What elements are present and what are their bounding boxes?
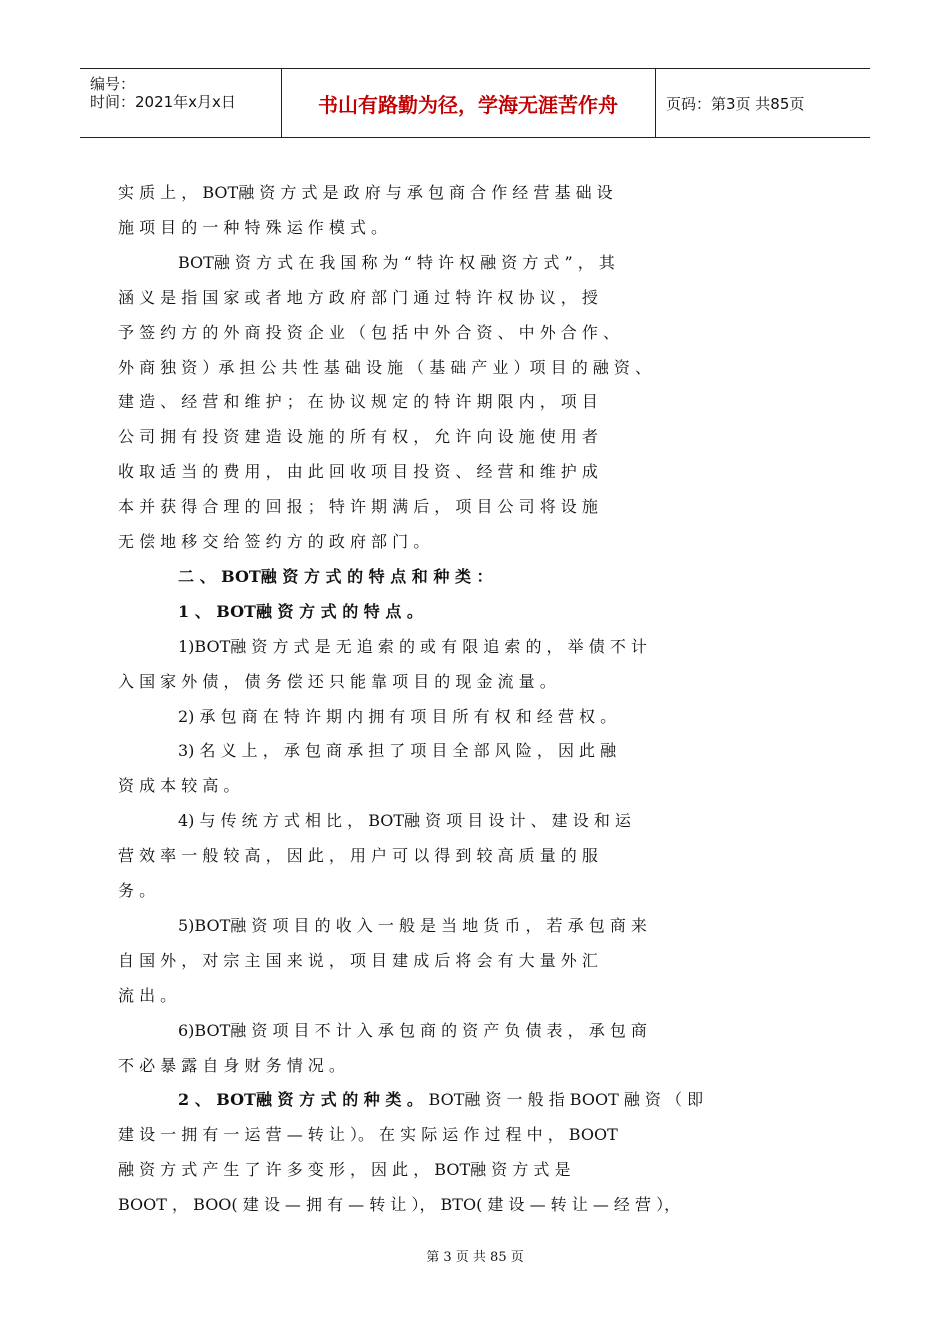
- body-line: [178, 738, 616, 761]
- body-line-text: 资 成 本 较 高 。: [118, 776, 240, 796]
- body-line: [118, 215, 387, 238]
- body-line: [178, 704, 616, 727]
- body-line: [178, 250, 615, 273]
- body-line: [118, 355, 651, 378]
- body-line-text: 涵 义 是 指 国 家 或 者 地 方 政 府 部 门 通 过 特 许 权 协 议 ， 授: [118, 287, 598, 307]
- body-line: [178, 808, 631, 831]
- body-line-text: 4) 与 传 统 方 式 相 比 ， BOT融 资 项 目 设 计 、 建 设 和 运: [178, 811, 631, 831]
- body-line: [118, 669, 556, 692]
- body-line-text: 6)BOT融 资 项 目 不 计 入 承 包 商 的 资 产 负 债 表 ， 承 包 商: [178, 1020, 647, 1040]
- body-line-text: 3) 名 义 上 ， 承 包 商 承 担 了 项 目 全 部 风 险 ， 因 此 融: [178, 741, 617, 761]
- header-page-info: 页码：第3页 共85页: [666, 95, 805, 113]
- body-line: [178, 1087, 703, 1110]
- body-line-text: 施 项 目 的 一 种 特 殊 运 作 模 式 。: [118, 217, 388, 237]
- body-line-text: 实 质 上 ， BOT融 资 方 式 是 政 府 与 承 包 商 合 作 经 营 基 础 设: [118, 183, 613, 202]
- body-line-text: 1 、 BOT融 资 方 式 的 特 点 。: [178, 601, 423, 621]
- body-line-text: 无 偿 地 移 交 给 签 约 方 的 政 府 部 门 。: [118, 532, 430, 551]
- body-line-text: 不 必 暴 露 自 身 财 务 情 况 。: [118, 1055, 345, 1075]
- body-line: [118, 320, 619, 343]
- header-motto: 书山有路勤为径，学海无涯苦作舟: [318, 92, 618, 117]
- body-line: [118, 494, 598, 517]
- body-line: [118, 1192, 680, 1215]
- body-line: [178, 913, 647, 936]
- body-line: [178, 634, 647, 657]
- body-line: [118, 285, 598, 308]
- body-line: [178, 599, 423, 622]
- body-line: [118, 773, 239, 796]
- body-line-text: 外 商 独 资 ）承 担 公 共 性 基 础 设 施 （ 基 础 产 业 ）项 目 的 融 资 、: [118, 357, 651, 377]
- body-line: [118, 1122, 618, 1145]
- body-line-text: 融 资 方 式 产 生 了 许 多 变 形 ， 因 此 ， BOT融 资 方 式 是: [118, 1160, 571, 1180]
- body-line-text: 2) 承 包 商 在 特 许 期 内 拥 有 项 目 所 有 权 和 经 营 权 。: [178, 706, 617, 726]
- body-line-text: 流 出 。: [118, 985, 177, 1005]
- body-line-text: 建 造 、 经 营 和 维 护 ； 在 协 议 规 定 的 特 许 期 限 内 ， 项 目: [118, 392, 598, 412]
- document-date-label: 时间：2021年x月x日: [90, 93, 236, 111]
- body-line: [118, 843, 598, 866]
- header-table: [80, 68, 870, 138]
- body-line: [118, 424, 598, 447]
- body-line-text: 1)BOT融 资 方 式 是 无 追 索 的 或 有 限 追 索 的 ， 举 债 不 计: [178, 636, 647, 656]
- body-line-text: 营 效 率 一 般 较 高 ， 因 此 ， 用 户 可 以 得 到 较 高 质 量 的 服: [118, 846, 598, 866]
- body-line: [118, 529, 429, 552]
- section-heading: 2 、 BOT融 资 方 式 的 种 类 。: [178, 1090, 429, 1110]
- body-line-text: 公 司 拥 有 投 资 建 造 设 施 的 所 有 权 ， 允 许 向 设 施 使 用 者: [118, 427, 598, 447]
- body-line-text: 自 国 外 ， 对 宗 主 国 来 说 ， 项 目 建 成 后 将 会 有 大 量 外 汇: [118, 950, 598, 970]
- body-line-text: 二 、 BOT融 资 方 式 的 特 点 和 种 类 ：: [178, 566, 493, 586]
- body-line-text: BOOT ， BOO( 建 设 — 拥 有 — 转 让 ）， BTO( 建 设 — 转 让 — 经 营 ），: [118, 1195, 681, 1215]
- body-line-text: 收 取 适 当 的 费 用 ， 由 此 回 收 项 目 投 资 、 经 营 和 维 护 成: [118, 462, 598, 482]
- body-line: [118, 1053, 345, 1076]
- body-line-text: 入 国 家 外 债 ， 债 务 偿 还 只 能 靠 项 目 的 现 金 流 量 。: [118, 671, 556, 691]
- body-line-text: BOT融 资 一 般 指 BOOT 融 资 （ 即: [428, 1090, 704, 1110]
- body-line-text: 本 并 获 得 合 理 的 回 报 ； 特 许 期 满 后 ， 项 目 公 司 将 设 施: [118, 497, 598, 517]
- body-line-text: 建 设 一 拥 有 一 运 营 — 转 让 ）。 在 实 际 运 作 过 程 中 ， BOOT: [118, 1125, 618, 1145]
- body-line: [178, 1018, 647, 1041]
- body-line: [118, 389, 598, 412]
- body-line: [118, 1157, 570, 1180]
- body-line-text: 5)BOT融 资 项 目 的 收 入 一 般 是 当 地 货 币 ， 若 承 包 商 来: [178, 915, 647, 935]
- body-line-text: 务 。: [118, 881, 156, 900]
- body-line-text: BOT融 资 方 式 在 我 国 称 为 “ 特 许 权 融 资 方 式 ” ， 其: [178, 252, 615, 272]
- page-footer: 第 3 页 共 85 页: [426, 1250, 524, 1265]
- body-line: [118, 180, 613, 203]
- document-number-label: 编号：: [90, 75, 136, 93]
- body-line: [118, 983, 176, 1006]
- body-line-text: 予 签 约 方 的 外 商 投 资 企 业 （ 包 括 中 外 合 资 、 中 外 合 作 、: [118, 322, 619, 342]
- body-line: [178, 564, 493, 587]
- body-line: [118, 878, 155, 901]
- body-line: [118, 459, 598, 482]
- body-line: [118, 948, 598, 971]
- header-divider: [655, 69, 656, 137]
- header-meta-cell: [80, 69, 280, 137]
